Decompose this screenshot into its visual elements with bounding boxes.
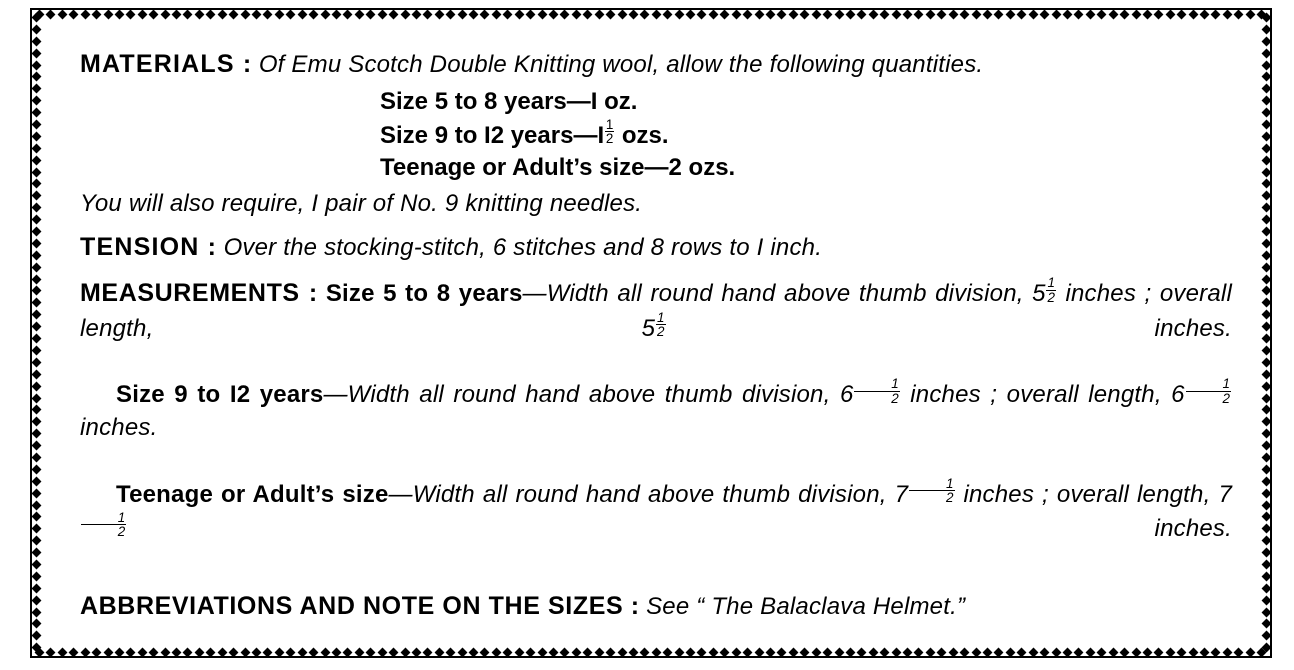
fraction-denominator: 2: [605, 131, 614, 147]
needles-note: You will also require, I pair of No. 9 knitting needles.: [80, 189, 643, 217]
fraction-one-half: [1186, 377, 1232, 405]
materials-text: Of Emu Scotch Double Knitting wool, allow the following quantities.: [258, 51, 984, 78]
fraction-numerator: 1: [854, 377, 900, 391]
measurements-size2-name: Size 9 to I2 years: [116, 381, 324, 409]
measurements-section: [80, 276, 1232, 577]
measurements-size3-text-c: inches.: [127, 514, 1232, 542]
fraction-one-half: [81, 511, 127, 539]
quantity-amount: 2 ozs.: [668, 153, 736, 181]
materials-quantities-list: [80, 86, 1232, 184]
fraction-numerator: 1: [909, 477, 955, 491]
measurements-size3-paragraph: [80, 477, 1232, 578]
materials-label: MATERIALS :: [80, 50, 253, 78]
quantity-dash: —: [644, 153, 669, 181]
quantity-line: [380, 152, 1232, 184]
quantity-line: [380, 86, 1232, 118]
measurements-size2-text-a: —Width all round hand above thumb division, 6: [323, 381, 854, 409]
quantity-amount: I oz.: [590, 87, 638, 115]
pattern-text-body: [80, 48, 1232, 630]
fraction-denominator: 2: [891, 390, 899, 406]
fraction-one-half: [605, 118, 614, 146]
quantity-size: Size 9 to I2 years: [380, 121, 574, 149]
measurements-size3-text-a: —Width all round hand above thumb division, 7: [388, 480, 909, 508]
fraction-denominator: 2: [1047, 289, 1056, 305]
quantity-line: [380, 118, 1232, 152]
quantity-size: Size 5 to 8 years: [380, 87, 567, 115]
measurements-size3-name: Teenage or Adult’s size: [116, 480, 389, 508]
abbreviations-label: ABBREVIATIONS AND NOTE ON THE SIZES :: [80, 591, 640, 620]
materials-paragraph: [80, 48, 1232, 82]
quantity-dash: —: [573, 121, 598, 149]
tension-paragraph: [80, 231, 1232, 265]
abbreviations-paragraph: [80, 590, 1232, 624]
measurements-label: MEASUREMENTS :: [80, 279, 318, 308]
fraction-denominator: 2: [117, 524, 126, 540]
quantity-size: Teenage or Adult’s size: [380, 153, 645, 181]
fraction-one-half: [1046, 276, 1056, 304]
fraction-numerator: 1: [656, 309, 665, 325]
measurements-size2-paragraph: [80, 377, 1232, 476]
measurements-size1-name: Size 5 to 8 years: [325, 280, 523, 308]
abbreviations-section: [80, 590, 1232, 624]
fraction-numerator: 1: [1047, 275, 1056, 291]
fraction-one-half: [909, 477, 955, 505]
tension-label: TENSION :: [80, 232, 218, 261]
measurements-size2-text-b: inches ; overall length, 6: [900, 381, 1185, 409]
measurements-size1-paragraph: [80, 276, 1232, 377]
tension-section: [80, 231, 1232, 265]
fraction-denominator: 2: [656, 324, 665, 340]
measurements-size1-text-c: inches.: [666, 314, 1232, 342]
measurements-size2-text-c: inches.: [80, 413, 158, 441]
measurements-size3-text-b: inches ; overall length, 7: [955, 480, 1232, 508]
measurements-size1-text-a: —Width all round hand above thumb division, 5: [522, 280, 1046, 308]
quantity-amount: I: [597, 121, 605, 149]
fraction-numerator: 1: [1186, 377, 1232, 391]
fraction-numerator: 1: [81, 511, 127, 525]
quantity-amount-unit: ozs.: [615, 121, 669, 149]
fraction-denominator: 2: [945, 490, 954, 506]
fraction-one-half: [656, 311, 666, 339]
materials-section: [80, 48, 1232, 219]
measurements-size1-text-b: inches ; overall length, 5: [80, 280, 1232, 342]
fraction-numerator: 1: [605, 116, 614, 132]
fraction-denominator: 2: [1222, 390, 1231, 406]
fraction-one-half: [854, 377, 900, 405]
tension-text: Over the stocking-stitch, 6 stitches and 8 rows to I inch.: [223, 233, 823, 261]
quantity-dash: —: [566, 87, 591, 115]
abbreviations-text: See “ The Balaclava Helmet.”: [646, 592, 966, 620]
